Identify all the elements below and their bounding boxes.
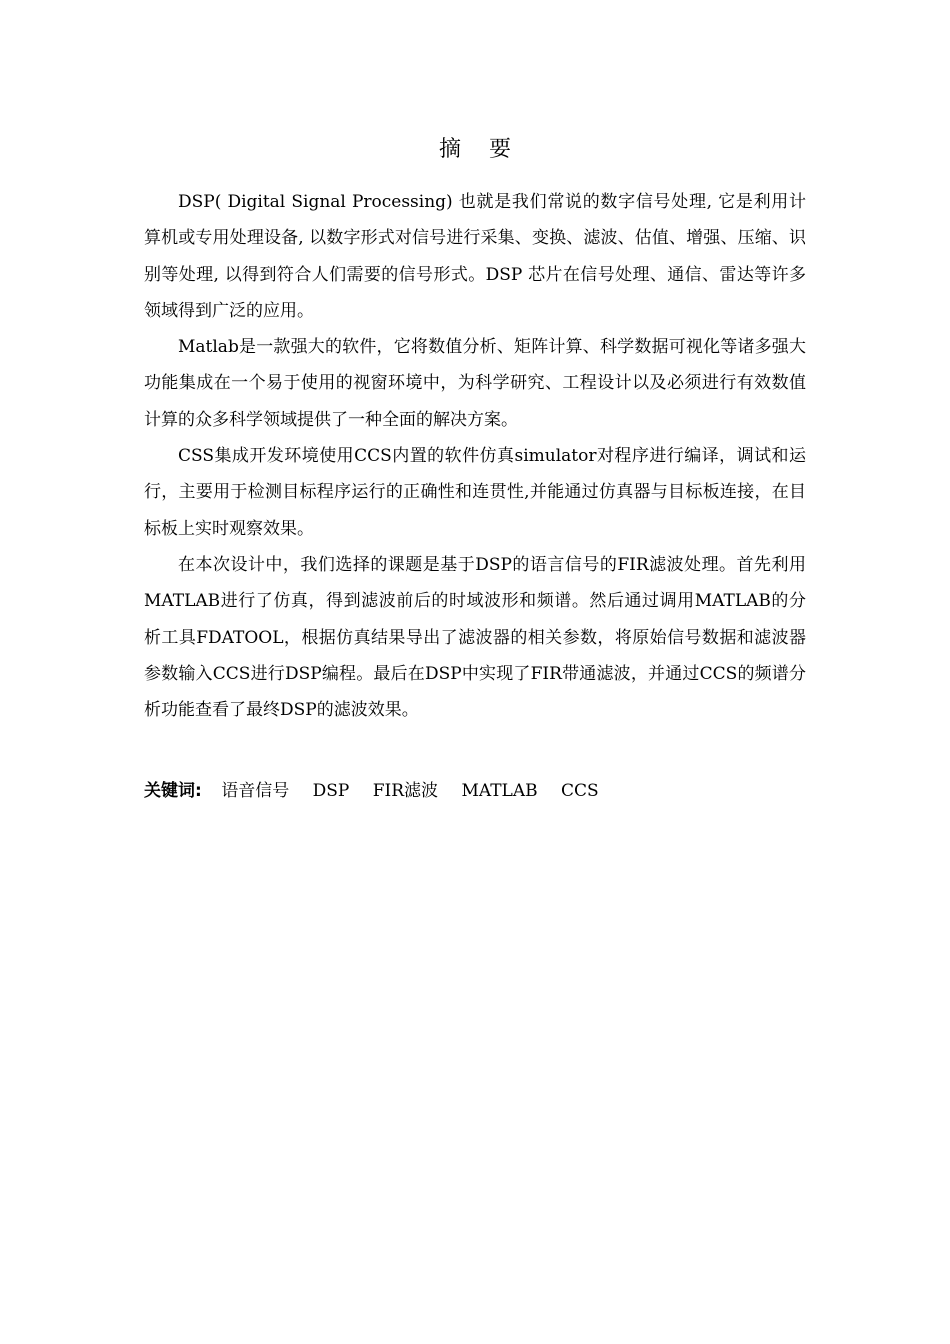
keywords-label: 关键词: (144, 781, 202, 801)
keyword-item: CCS (561, 781, 599, 801)
abstract-body (144, 184, 806, 728)
keyword-item: MATLAB (461, 781, 538, 801)
paragraph-matlab: Matlab是一款强大的软件，它将数值分析、矩阵计算、科学数据可视化等诸多强大功能集成在一个易于使用的视窗环境中，为科学研究、工程设计以及必须进行有效数值计算的众多科学领域提供了一种全面的解决方案。 (144, 337, 806, 430)
paragraph-dsp: DSP( Digital Signal Processing) 也就是我们常说的数字信号处理, 它是利用计算机或专用处理设备, 以数字形式对信号进行采集、变换、滤波、估值、增强、压缩、识别等处理, 以得到符合人们需要的信号形式。DSP 芯片在信号处理、通信、雷达等许多领域得到广泛的应用。 (144, 192, 806, 321)
keyword-item: 语音信号 (221, 781, 290, 801)
keywords-line (144, 774, 806, 808)
keyword-item: FIR滤波 (372, 781, 439, 801)
paragraph-design: 在本次设计中，我们选择的课题是基于DSP的语言信号的FIR滤波处理。首先利用MATLAB进行了仿真，得到滤波前后的时域波形和频谱。然后通过调用MATLAB的分析工具FDATOOL，根据仿真结果导出了滤波器的相关参数，将原始信号数据和滤波器参数输入CCS进行DSP编程。最后在DSP中实现了FIR带通滤波，并通过CCS的频谱分析功能查看了最终DSP的滤波效果。 (144, 554, 806, 721)
paragraph-ccs: CSS集成开发环境使用CCS内置的软件仿真simulator对程序进行编译，调试和运行，主要用于检测目标程序运行的正确性和连贯性,并能通过仿真器与目标板连接，在目标板上实时观察效果。 (144, 446, 806, 539)
abstract-title: 摘 要 (439, 137, 511, 162)
keyword-item: DSP (312, 781, 350, 801)
